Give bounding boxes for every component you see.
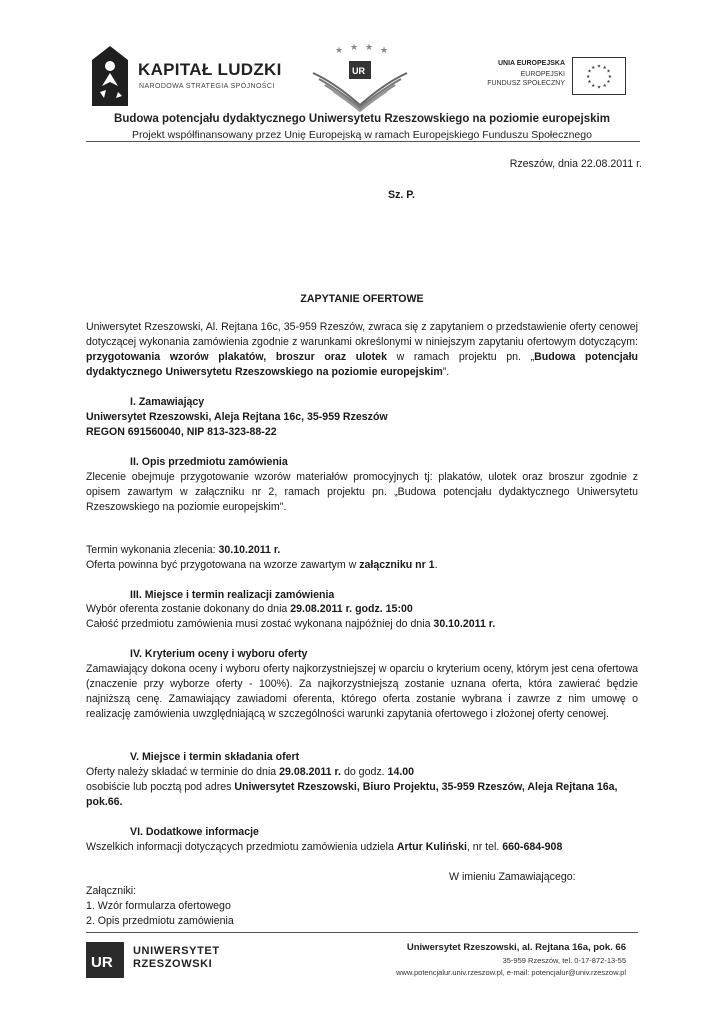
signature-line: W imieniu Zamawiającego: [449,871,576,883]
section-5-line-3: pok.66. [86,796,123,808]
section-6-line [86,840,646,855]
section-2-title: II. Opis przedmiotu zamówienia [130,456,288,468]
contact-text: Wszelkich informacji dotyczących przedmiotu zamówienia udziela [86,841,397,853]
university-name-line-1: UNIWERSYTET [133,945,220,957]
eu-title: UNIA EUROPEJSKA [497,60,565,67]
footer-contact: 35-959 Rzeszów, tel. 0-17-872-13-55 [502,956,626,965]
footer-web: www.potencjalur.univ.rzeszow.pl, e-mail: potencjalur@univ.rzeszow.pl [396,968,626,977]
svg-text:★: ★ [585,74,591,80]
submission-time: 14.00 [387,766,415,778]
eu-subtitle-2: FUNDUSZ SPOŁECZNY [487,80,565,87]
svg-text:UR: UR [352,66,365,76]
section-4-title: IV. Kryterium oceny i wyboru oferty [130,648,308,660]
svg-text:★: ★ [602,83,607,89]
addressee: Sz. P. [388,189,415,201]
intro-text-end: ”. [442,366,450,378]
deadline-label: Termin wykonania zlecenia: [86,544,219,556]
section-3-title: III. Miejsce i termin realizacji zamówienia [130,589,335,601]
offer-template-end: . [434,559,438,571]
svg-text:★: ★ [335,45,344,55]
svg-text:★: ★ [350,43,359,52]
document-heading: ZAPYTANIE OFERTOWE [300,293,424,305]
selection-text: Wybór oferenta zostanie dokonany do dnia [86,603,291,615]
contact-phone: 660-684-908 [502,841,563,853]
university-logo-icon [86,942,124,978]
completion-text: Całość przedmiotu zamówienia musi zostać wykonana najpóźniej do dnia [86,618,434,630]
svg-text:★: ★ [591,65,596,71]
svg-text:★: ★ [587,80,592,86]
submission-text: Oferty należy składać w terminie do dnia [86,766,280,778]
svg-text:UR: UR [91,954,113,971]
header-divider [86,141,640,142]
kapital-ludzki-subtitle: NARODOWA STRATEGIA SPÓJNOŚCI [139,83,275,90]
svg-text:★: ★ [596,64,602,70]
section-1-ids: REGON 691560040, NIP 813-323-88-22 [86,426,277,438]
eu-subtitle-1: EUROPEJSKI [520,71,565,78]
submission-address-text: osobiście lub pocztą pod adres [86,781,235,793]
svg-text:★: ★ [591,83,596,89]
section-5-line-1 [86,765,646,780]
submission-address: Uniwersytet Rzeszowski, Biuro Projektu, 35-959 Rzeszów, Aleja Rejtana 16a, [234,781,618,793]
section-3-line-2 [86,617,646,632]
svg-text:★: ★ [365,43,374,52]
attachment-1: 1. Wzór formularza ofertowego [86,900,231,912]
intro-subject: przygotowania wzorów plakatów, broszur oraz ulotek [86,351,387,363]
completion-date: 30.10.2011 r. [433,618,496,630]
section-5-line-2 [86,780,646,795]
svg-text:★: ★ [607,74,613,80]
offer-template-attachment: załączniku nr 1 [359,559,435,571]
section-3-line-1 [86,602,646,617]
footer-divider [86,932,638,933]
svg-text:★: ★ [596,85,602,91]
intro-paragraph [86,320,638,380]
intro-text: Uniwersytet Rzeszowski, Al. Rejtana 16c, 35-959 Rzeszów, zwraca się z zapytaniem o przedstawienie oferty cenowej dotyczącej wykonania zamówienia zgodnie z warunkami określonymi w niniejszym zapytaniu ofertowym dotyczącym: [86,321,638,348]
svg-text:★: ★ [380,45,389,55]
offer-template-text: Oferta powinna być przygotowana na wzorze zawartym w [86,559,360,571]
offer-template-line [86,558,646,573]
section-4-text: Zamawiający dokona oceny i wyboru oferty najkorzystniejszej w oparciu o kryterium oceny, którym jest cena ofertowa (znaczenie przy wyborze oferty - 100%). Za najkorzystniejszą zostanie uznana oferta, która zawierać będzie najniższą cenę. Zamawiający zawiadomi oferenta, którego oferta zostanie wybrana i zawrze z nim umowę o realizację zamówienia uwzględniającą w szczególności warunki zapytania ofertowego i złożonej oferty cenowej. [86,663,638,720]
attachment-2: 2. Opis przedmiotu zamówienia [86,915,234,927]
deadline-value: 30.10.2011 r. [218,544,281,556]
submission-text-2: do godz. [341,766,388,778]
intro-text-2: w ramach projektu pn. „ [386,351,535,363]
selection-date: 29.08.2011 r. godz. 15:00 [290,603,413,615]
letter-date: Rzeszów, dnia 22.08.2011 r. [509,158,642,170]
svg-text:★: ★ [587,69,592,75]
section-1-title: I. Zamawiający [130,396,205,408]
section-5-title: V. Miejsce i termin składania ofert [130,751,300,763]
svg-text:★: ★ [606,80,611,86]
deadline-line [86,543,646,558]
submission-date: 29.08.2011 r. [279,766,342,778]
university-book-emblem-icon [305,43,415,113]
contact-text-2: , nr tel. [466,841,503,853]
svg-text:★: ★ [602,65,607,71]
eu-flag-icon [572,57,626,95]
section-1-address: Uniwersytet Rzeszowski, Aleja Rejtana 16c, 35-959 Rzeszów [86,411,388,423]
attachments-title: Załączniki: [86,885,137,897]
project-subtitle: Projekt współfinansowany przez Unię Europejską w ramach Europejskiego Funduszu Społecznego [132,129,592,141]
intro-project-name: Budowa potencjału dydaktycznego Uniwersytetu Rzeszowskiego na poziomie europejskim [86,351,638,378]
section-2-text: Zlecenie obejmuje przygotowanie wzorów materiałów promocyjnych tj: plakatów, ulotek oraz broszur zgodnie z opisem zawartym w załączniku nr 2, ramach projektu pn. „Budowa potencjału dydaktycznego Uniwersytetu Rzeszowskiego na poziomie europejskim". [86,471,638,513]
footer-address: Uniwersytet Rzeszowski, al. Rejtana 16a, pok. 66 [406,942,626,953]
kapital-ludzki-title: KAPITAŁ LUDZKI [138,60,282,79]
university-name-line-2: RZESZOWSKI [133,958,213,970]
project-title: Budowa potencjału dydaktycznego Uniwersytetu Rzeszowskiego na poziomie europejskim [114,113,610,125]
kapital-ludzki-logo-icon [92,46,128,106]
svg-text:★: ★ [606,69,611,75]
section-6-title: VI. Dodatkowe informacje [130,826,259,838]
contact-person: Artur Kuliński [396,841,467,853]
